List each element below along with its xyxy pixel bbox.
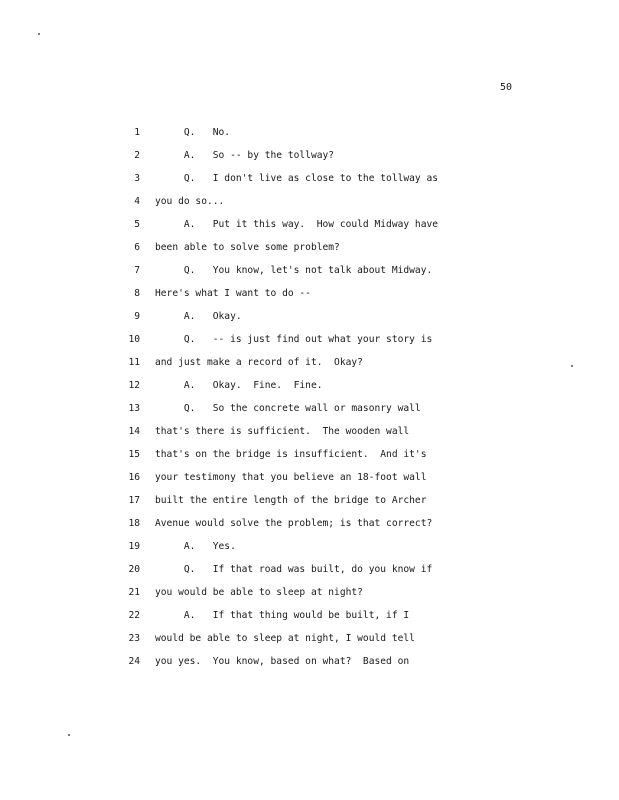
line-number: 16	[128, 472, 140, 483]
scan-speck	[38, 33, 40, 35]
line-text: would be able to sleep at night, I would tell	[155, 633, 415, 644]
line-number: 10	[128, 334, 140, 345]
line-text: A. Put it this way. How could Midway have	[155, 219, 439, 230]
line-number: 12	[128, 380, 140, 391]
line-number: 7	[134, 265, 140, 276]
transcript-line	[0, 656, 619, 674]
transcript-line	[0, 150, 619, 168]
line-text: you do so...	[155, 196, 225, 207]
line-text: A. So -- by the tollway?	[155, 150, 335, 161]
line-text: Avenue would solve the problem; is that correct?	[155, 518, 433, 529]
transcript-line	[0, 357, 619, 375]
transcript-line	[0, 449, 619, 467]
line-number: 11	[128, 357, 140, 368]
transcript-line	[0, 426, 619, 444]
line-text: Q. I don't live as close to the tollway as	[155, 173, 439, 184]
line-number: 24	[128, 656, 140, 667]
transcript-line	[0, 472, 619, 490]
transcript-line	[0, 196, 619, 214]
transcript-line	[0, 311, 619, 329]
line-number: 18	[128, 518, 140, 529]
transcript-line	[0, 518, 619, 536]
line-text: A. If that thing would be built, if I	[155, 610, 410, 621]
scan-speck	[571, 365, 573, 367]
transcript-line	[0, 334, 619, 352]
line-text: Q. If that road was built, do you know if	[155, 564, 433, 575]
line-number: 23	[128, 633, 140, 644]
line-text: you would be able to sleep at night?	[155, 587, 363, 598]
line-text: Q. -- is just find out what your story is	[155, 334, 433, 345]
line-number: 13	[128, 403, 140, 414]
line-text: Here's what I want to do --	[155, 288, 311, 299]
line-number: 9	[134, 311, 140, 322]
scan-speck	[68, 734, 70, 736]
transcript-line	[0, 610, 619, 628]
line-text: A. Okay.	[155, 311, 242, 322]
line-text: built the entire length of the bridge to Archer	[155, 495, 427, 506]
transcript-line	[0, 564, 619, 582]
transcript-line	[0, 288, 619, 306]
line-text: A. Okay. Fine. Fine.	[155, 380, 323, 391]
line-text: A. Yes.	[155, 541, 236, 552]
line-number: 3	[134, 173, 140, 184]
transcript-line	[0, 587, 619, 605]
line-number: 15	[128, 449, 140, 460]
transcript-line	[0, 403, 619, 421]
transcript-line	[0, 265, 619, 283]
line-number: 17	[128, 495, 140, 506]
line-number: 8	[134, 288, 140, 299]
line-text: Q. You know, let's not talk about Midway.	[155, 265, 433, 276]
line-number: 1	[134, 127, 140, 138]
transcript-line	[0, 541, 619, 559]
line-text: Q. No.	[155, 127, 231, 138]
transcript-line	[0, 173, 619, 191]
line-number: 22	[128, 610, 140, 621]
transcript-line	[0, 633, 619, 651]
line-text: that's on the bridge is insufficient. And it's	[155, 449, 427, 460]
page-number: 50	[500, 82, 513, 93]
line-number: 5	[134, 219, 140, 230]
transcript-line	[0, 127, 619, 145]
line-text: Q. So the concrete wall or masonry wall	[155, 403, 421, 414]
line-text: and just make a record of it. Okay?	[155, 357, 363, 368]
line-number: 2	[134, 150, 140, 161]
transcript-line	[0, 219, 619, 237]
line-number: 19	[128, 541, 140, 552]
transcript-line	[0, 495, 619, 513]
line-text: that's there is sufficient. The wooden wall	[155, 426, 410, 437]
line-number: 4	[134, 196, 140, 207]
line-text: your testimony that you believe an 18-foot wall	[155, 472, 427, 483]
transcript-line	[0, 380, 619, 398]
line-text: you yes. You know, based on what? Based on	[155, 656, 410, 667]
line-number: 20	[128, 564, 140, 575]
line-text: been able to solve some problem?	[155, 242, 340, 253]
line-number: 21	[128, 587, 140, 598]
line-number: 14	[128, 426, 140, 437]
line-number: 6	[134, 242, 140, 253]
transcript-line	[0, 242, 619, 260]
